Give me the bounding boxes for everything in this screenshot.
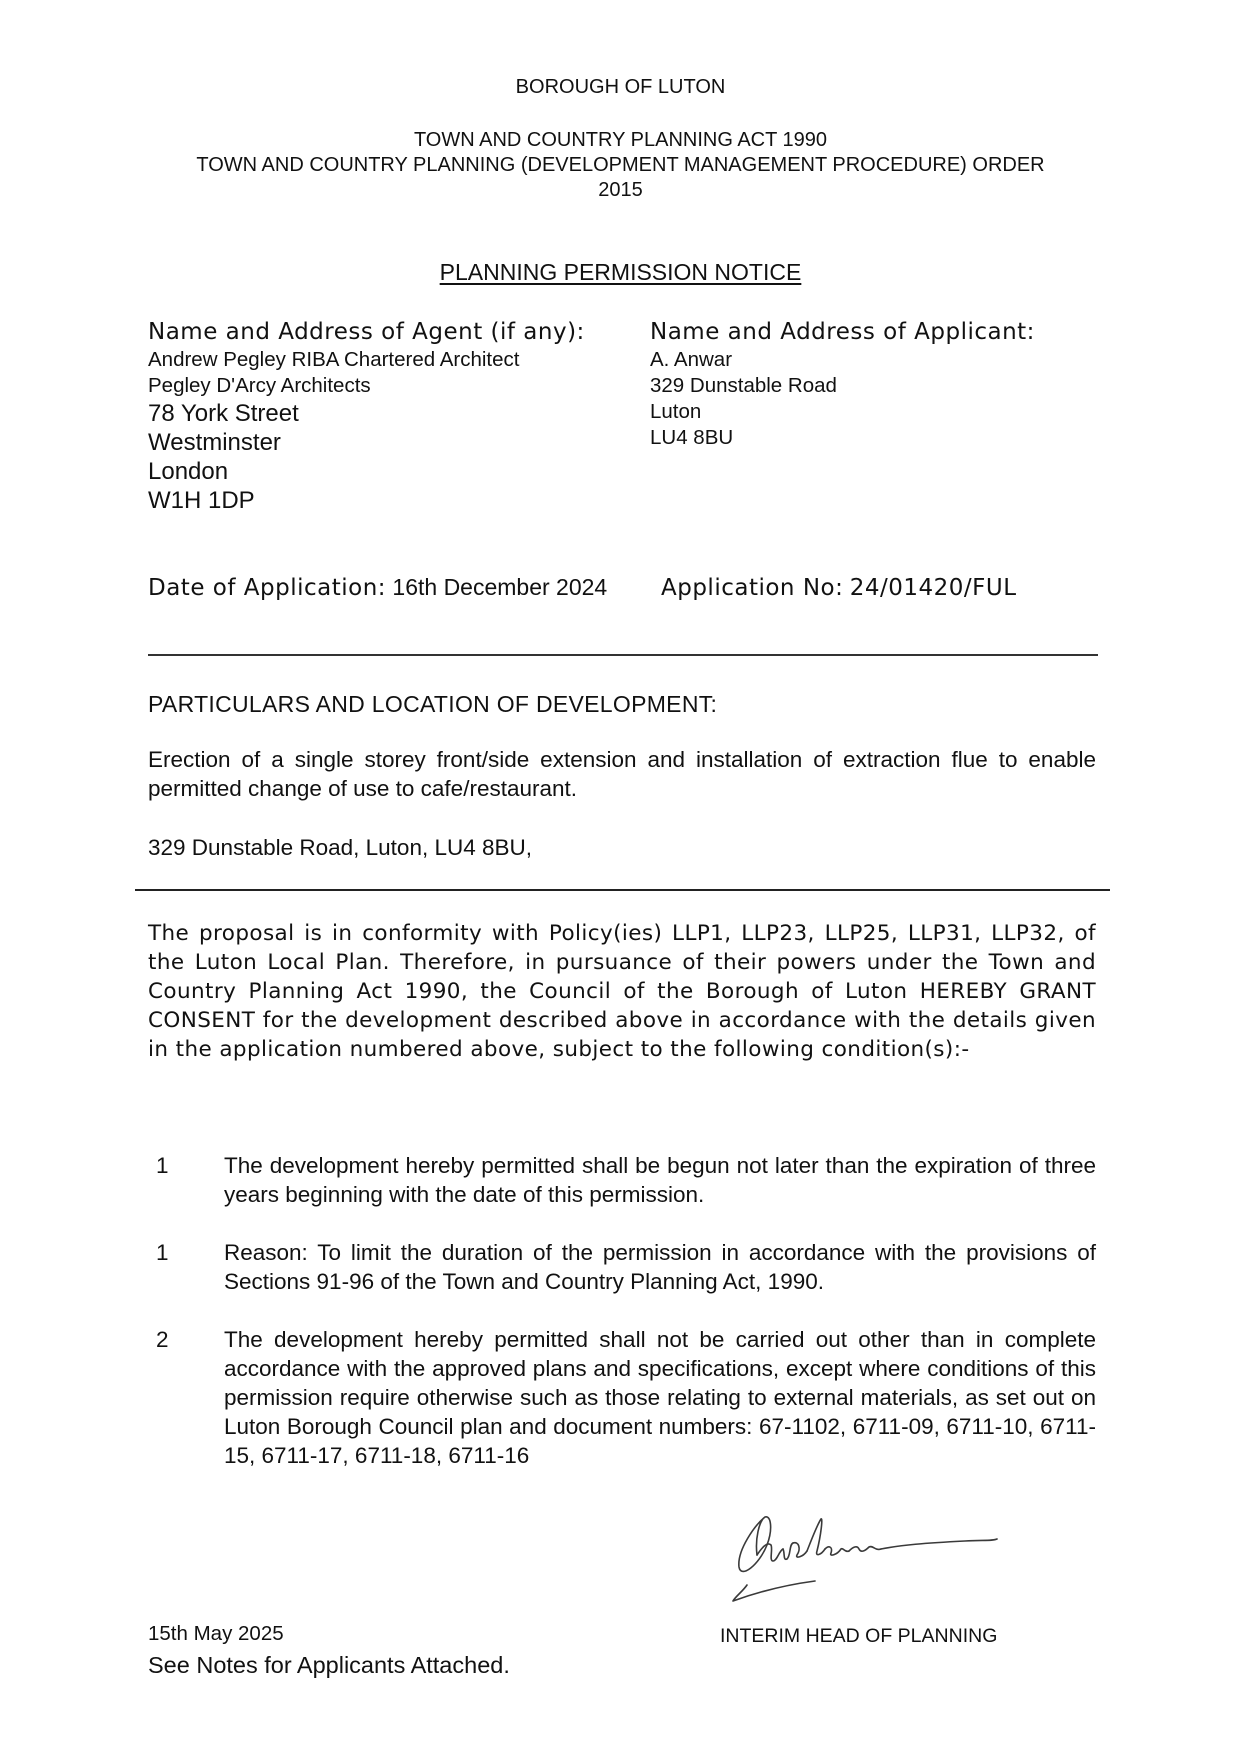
condition-1-text: The development hereby permitted shall be begun not later than the expiration of three years beginning with the date of this permission. — [224, 1153, 1096, 1207]
divider-bottom — [135, 889, 1110, 891]
applicant-name: A. Anwar — [650, 348, 733, 371]
applicant-street: 329 Dunstable Road — [650, 374, 837, 397]
divider-top — [148, 654, 1098, 656]
decision-text: The proposal is in conformity with Policy(ies) LLP1, LLP23, LLP25, LLP31, LLP32, of the Luton Local Plan. Therefore, in pursuance of their powers under the Town and Country Planning Act 1990, the Council of the Borough of Luton HEREBY GRANT CONSENT for the development described above in accordance with the details given in the application numbered above, subject to the following condition(s):- — [148, 921, 1096, 1062]
application-number-label: Application No: — [661, 575, 844, 601]
signature-image — [725, 1505, 1015, 1615]
application-number — [661, 572, 1017, 603]
applicant-city: Luton — [650, 400, 702, 423]
condition-1-number: 1 — [156, 1153, 169, 1178]
agent-city: London — [148, 458, 229, 485]
agent-block — [148, 317, 648, 515]
council-name: BOROUGH OF LUTON — [515, 76, 726, 98]
act-title: TOWN AND COUNTRY PLANNING ACT 1990 — [413, 129, 828, 151]
application-date-label: Date of Application: — [148, 575, 387, 601]
applicant-postcode: LU4 8BU — [650, 426, 734, 449]
order-title-line1: TOWN AND COUNTRY PLANNING (DEVELOPMENT MANAGEMENT PROCEDURE) ORDER — [196, 154, 1045, 176]
agent-label: Name and Address of Agent (if any): — [148, 319, 585, 345]
agent-area: Westminster — [148, 429, 281, 456]
application-date-value: 16th December 2024 — [392, 574, 608, 600]
footer-date: 15th May 2025 — [148, 1622, 284, 1645]
condition-2-number: 2 — [156, 1327, 169, 1352]
condition-1-reason-number: 1 — [156, 1240, 169, 1265]
development-location: 329 Dunstable Road, Luton, LU4 8BU, — [148, 835, 533, 860]
footer-notes: See Notes for Applicants Attached. — [148, 1652, 510, 1678]
agent-company: Pegley D'Arcy Architects — [148, 374, 371, 397]
applicant-label: Name and Address of Applicant: — [650, 319, 1035, 345]
condition-1-reason-text: Reason: To limit the duration of the permission in accordance with the provisions of Sections 91-96 of the Town and Country Planning Act, 1990. — [224, 1240, 1096, 1294]
application-date — [148, 572, 607, 603]
applicant-block — [650, 317, 1100, 451]
condition-2-text: The development hereby permitted shall not be carried out other than in complete accordance with the approved plans and specifications, except where conditions of this permission require otherwise such as those relating to external materials, as set out on Luton Borough Council plan and document numbers: 67-1102, 6711-09, 6711-10, 6711-15, 6711-17, 6711-18, 6711-16 — [224, 1327, 1096, 1468]
order-title-line2: 2015 — [598, 179, 643, 201]
agent-street: 78 York Street — [148, 400, 299, 427]
agent-postcode: W1H 1DP — [148, 487, 255, 514]
application-number-value: 24/01420/FUL — [849, 575, 1017, 601]
notice-title: PLANNING PERMISSION NOTICE — [439, 259, 802, 285]
signatory-title: INTERIM HEAD OF PLANNING — [720, 1625, 998, 1647]
agent-name: Andrew Pegley RIBA Chartered Architect — [148, 348, 520, 371]
development-heading: PARTICULARS AND LOCATION OF DEVELOPMENT: — [148, 691, 718, 717]
development-description: Erection of a single storey front/side extension and installation of extraction flue to enable permitted change of use to cafe/restaurant. — [148, 747, 1096, 801]
